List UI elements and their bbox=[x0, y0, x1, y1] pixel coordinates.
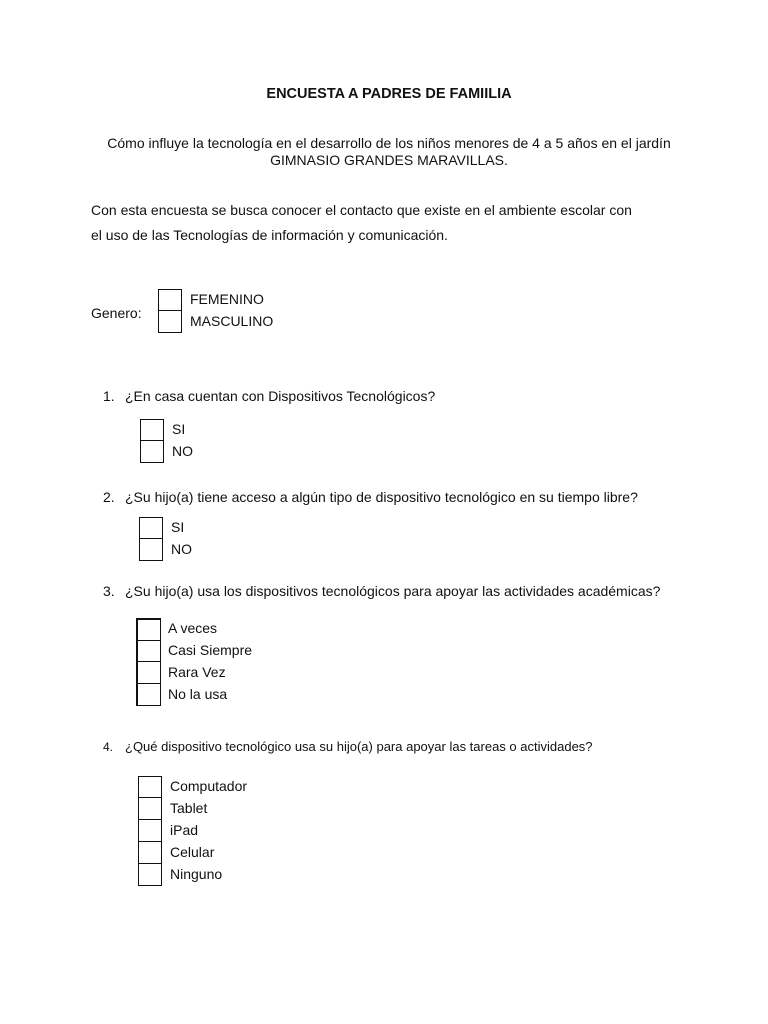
option-label: Tablet bbox=[170, 800, 208, 816]
question-number: 1. bbox=[103, 388, 115, 404]
question-number: 3. bbox=[103, 583, 115, 599]
checkbox[interactable] bbox=[136, 662, 161, 684]
checkbox[interactable] bbox=[139, 539, 163, 561]
option-label: SI bbox=[171, 519, 185, 535]
question-text: ¿Su hijo(a) usa los dispositivos tecnológicos para apoyar las actividades académicas? bbox=[125, 583, 661, 599]
option-label: iPad bbox=[170, 822, 199, 838]
genero-label: Genero: bbox=[91, 305, 142, 321]
question-3 bbox=[103, 583, 660, 599]
option-label: NO bbox=[172, 443, 193, 459]
subtitle-line-1: Cómo influye la tecnología en el desarrollo de los niños menores de 4 a 5 años en el jardín bbox=[107, 135, 671, 151]
question-text: ¿En casa cuentan con Dispositivos Tecnológicos? bbox=[125, 388, 436, 404]
checkbox[interactable] bbox=[138, 864, 162, 886]
checkbox[interactable] bbox=[158, 311, 182, 333]
option-label: Rara Vez bbox=[168, 664, 226, 680]
question-1 bbox=[103, 388, 435, 404]
checkbox[interactable] bbox=[139, 517, 163, 539]
option-label: Casi Siempre bbox=[168, 642, 253, 658]
question-2 bbox=[103, 489, 638, 505]
checkbox[interactable] bbox=[138, 776, 162, 798]
intro-line-1: Con esta encuesta se busca conocer el contacto que existe en el ambiente escolar con bbox=[91, 202, 632, 218]
subtitle-line-2: GIMNASIO GRANDES MARAVILLAS. bbox=[270, 152, 508, 168]
option-label: Ninguno bbox=[170, 866, 223, 882]
intro-paragraph bbox=[91, 198, 711, 248]
document-subtitle bbox=[0, 135, 768, 169]
checkbox[interactable] bbox=[136, 640, 161, 662]
question-text: ¿Qué dispositivo tecnológico usa su hijo(a) para apoyar las tareas o actividades? bbox=[125, 739, 593, 754]
checkbox[interactable] bbox=[140, 419, 164, 441]
intro-line-2: el uso de las Tecnologías de información y comunicación. bbox=[91, 227, 448, 243]
document-title: ENCUESTA A PADRES DE FAMIILIA bbox=[266, 86, 512, 102]
checkbox[interactable] bbox=[138, 820, 162, 842]
checkbox[interactable] bbox=[140, 441, 164, 463]
question-number: 2. bbox=[103, 489, 115, 505]
option-label: Celular bbox=[170, 844, 215, 860]
option-label: NO bbox=[171, 541, 192, 557]
question-number: 4. bbox=[103, 740, 114, 754]
option-label: MASCULINO bbox=[190, 313, 274, 329]
checkbox[interactable] bbox=[138, 842, 162, 864]
option-label: A veces bbox=[168, 620, 218, 636]
option-label: Computador bbox=[170, 778, 248, 794]
option-label: SI bbox=[172, 421, 186, 437]
checkbox[interactable] bbox=[158, 289, 182, 311]
option-label: FEMENINO bbox=[190, 291, 264, 307]
option-label: No la usa bbox=[168, 686, 228, 702]
checkbox[interactable] bbox=[136, 684, 161, 706]
question-4 bbox=[103, 739, 593, 754]
checkbox[interactable] bbox=[136, 618, 161, 641]
checkbox[interactable] bbox=[138, 798, 162, 820]
question-text: ¿Su hijo(a) tiene acceso a algún tipo de dispositivo tecnológico en su tiempo libre? bbox=[125, 489, 638, 505]
